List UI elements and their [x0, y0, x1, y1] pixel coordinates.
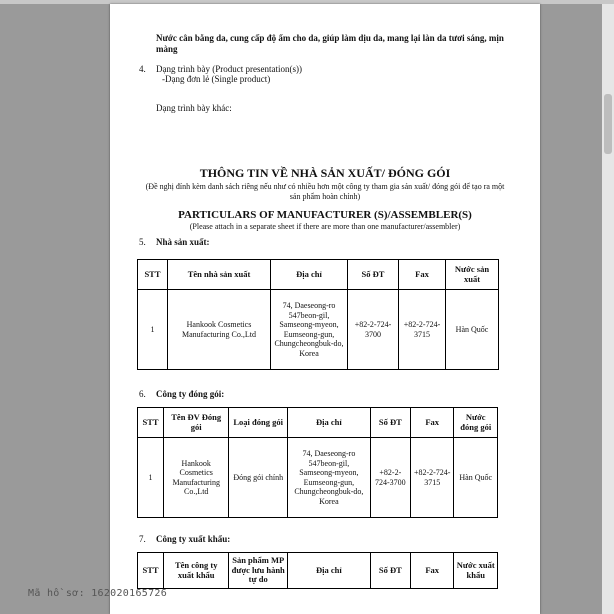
table-cell: 74, Daeseong-ro 547beon-gil, Samseong-myeon, Eumseong-gun, Chungcheongbuk-do, Korea: [288, 438, 371, 518]
section5-title: Nhà sản xuất:: [156, 237, 210, 247]
header-cell: Sản phẩm MP được lưu hành tự do: [229, 553, 288, 589]
table-cell: 1: [138, 438, 164, 518]
item4-other: Dạng trình bày khác:: [156, 103, 232, 113]
intro-text: Nước cân bằng da, cung cấp độ ẩm cho da, giúp làm dịu da, mang lại làn da tươi sáng, mịn màng: [156, 33, 504, 54]
header-cell: Tên ĐV Đóng gói: [164, 408, 229, 438]
table-header-row: [138, 553, 498, 589]
exporter-table: [137, 552, 498, 589]
table-row: [138, 290, 499, 370]
record-id-label: Mã hồ sơ: 162020165726: [28, 588, 168, 599]
header-cell: Tên công ty xuất khẩu: [164, 553, 229, 589]
header-cell: STT: [138, 260, 168, 290]
section7-title: Công ty xuất khẩu:: [156, 534, 231, 544]
header-cell: Nước đóng gói: [454, 408, 498, 438]
table-row: [138, 438, 498, 518]
item4-number: 4.: [139, 64, 146, 74]
table-cell: +82-2-724-3715: [399, 290, 446, 370]
item4-line1: Dạng trình bày (Product presentation(s)): [156, 64, 302, 74]
table-cell: +82-2-724-3700: [348, 290, 399, 370]
header-cell: STT: [138, 553, 164, 589]
table-cell: 74, Daeseong-ro 547beon-gil, Samseong-myeon, Eumseong-gun, Chungcheongbuk-do, Korea: [271, 290, 348, 370]
header-cell: Địa chỉ: [288, 408, 371, 438]
header-cell: Nước sản xuất: [446, 260, 499, 290]
header-cell: Fax: [410, 553, 454, 589]
section5-number: 5.: [139, 237, 146, 247]
manufacturer-note-vi: (Đề nghị đính kèm danh sách riêng nếu như có nhiều hơn một công ty tham gia sản xuất/ đóng gói để tạo ra một sản phẩm hoàn chỉnh): [145, 182, 505, 201]
header-cell: Số ĐT: [348, 260, 399, 290]
section6-number: 6.: [139, 389, 146, 399]
manufacturer-title-vi: THÔNG TIN VỀ NHÀ SẢN XUẤT/ ĐÓNG GÓI: [199, 166, 451, 180]
header-cell: Tên nhà sản xuất: [168, 260, 271, 290]
table-cell: Hàn Quốc: [446, 290, 499, 370]
table-cell: Hankook Cosmetics Manufacturing Co.,Ltd: [164, 438, 229, 518]
header-cell: Địa chỉ: [271, 260, 348, 290]
header-cell: Số ĐT: [370, 553, 410, 589]
scrollbar-thumb[interactable]: [604, 94, 612, 154]
table-cell: 1: [138, 290, 168, 370]
table-header-row: [138, 260, 499, 290]
table-cell: Hàn Quốc: [454, 438, 498, 518]
table-cell: +82-2-724-3715: [410, 438, 454, 518]
header-cell: Số ĐT: [370, 408, 410, 438]
header-cell: Loại đóng gói: [229, 408, 288, 438]
table-header-row: [138, 408, 498, 438]
manufacturer-table: [137, 259, 499, 370]
table-cell: Đóng gói chính: [229, 438, 288, 518]
header-cell: Nước xuất khẩu: [454, 553, 498, 589]
table-cell: +82-2-724-3700: [370, 438, 410, 518]
item4-line2: -Dạng đơn lẻ (Single product): [162, 74, 271, 84]
document-page: [110, 4, 540, 614]
header-cell: Địa chỉ: [288, 553, 371, 589]
section7-number: 7.: [139, 534, 146, 544]
header-cell: STT: [138, 408, 164, 438]
vertical-scrollbar[interactable]: [602, 4, 614, 614]
header-cell: Fax: [399, 260, 446, 290]
header-cell: Fax: [410, 408, 454, 438]
manufacturer-note-en: (Please attach in a separate sheet if there are more than one manufacturer/assembler): [189, 222, 461, 231]
table-cell: Hankook Cosmetics Manufacturing Co.,Ltd: [168, 290, 271, 370]
section6-title: Công ty đóng gói:: [156, 389, 225, 399]
packager-table: [137, 407, 498, 518]
manufacturer-title-en: PARTICULARS OF MANUFACTURER (S)/ASSEMBLER(S): [178, 209, 472, 221]
